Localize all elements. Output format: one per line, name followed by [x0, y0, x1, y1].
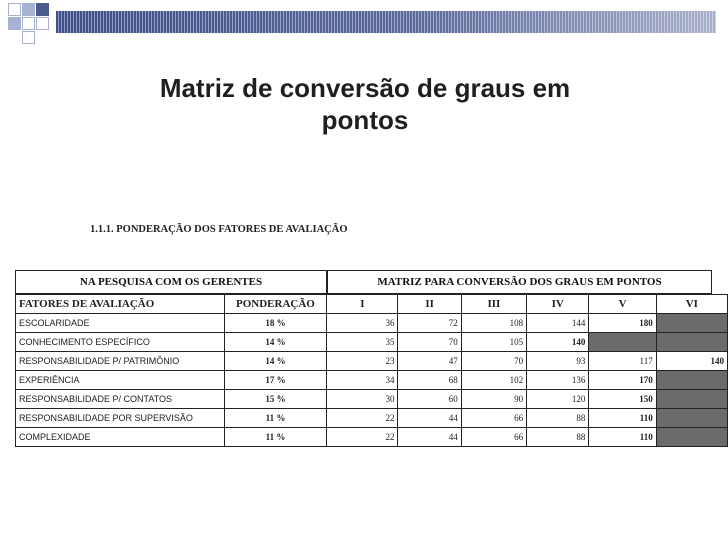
cell-fator: RESPONSABILIDADE P/ CONTATOS: [16, 390, 225, 409]
cell-grau-iii: 90: [461, 390, 526, 409]
cell-grau-v: 110: [589, 409, 656, 428]
col-header-grau-v: V: [589, 295, 656, 314]
decor-square: [8, 3, 21, 16]
cell-grau-vi-shaded: [656, 371, 727, 390]
cell-grau-iv: 93: [527, 352, 589, 371]
table-row: [16, 390, 728, 409]
cell-fator: COMPLEXIDADE: [16, 428, 225, 447]
cell-grau-v: 170: [589, 371, 656, 390]
col-header-grau-iv: IV: [527, 295, 589, 314]
cell-grau-iii: 70: [461, 352, 526, 371]
cell-grau-v: 180: [589, 314, 656, 333]
cell-grau-vi-shaded: [656, 390, 727, 409]
cell-ponderacao: 14 %: [224, 352, 327, 371]
cell-grau-vi-shaded: [656, 333, 727, 352]
cell-grau-ii: 70: [398, 333, 461, 352]
group-header-right: MATRIZ PARA CONVERSÃO DOS GRAUS EM PONTOS: [327, 270, 712, 294]
cell-grau-ii: 72: [398, 314, 461, 333]
cell-grau-iv: 120: [527, 390, 589, 409]
cell-ponderacao: 15 %: [224, 390, 327, 409]
col-header-grau-vi: VI: [656, 295, 727, 314]
decor-square: [8, 17, 21, 30]
table-row: [16, 371, 728, 390]
cell-grau-i: 22: [327, 428, 398, 447]
cell-grau-iii: 66: [461, 409, 526, 428]
table-row: [16, 352, 728, 371]
decor-square: [36, 17, 49, 30]
cell-grau-iv: 88: [527, 409, 589, 428]
cell-grau-iii: 66: [461, 428, 526, 447]
col-header-grau-i: I: [327, 295, 398, 314]
page-title: Matriz de conversão de graus em pontos: [159, 73, 571, 135]
cell-grau-iv: 88: [527, 428, 589, 447]
conversion-table: [15, 294, 728, 447]
cell-grau-i: 36: [327, 314, 398, 333]
cell-grau-v: 150: [589, 390, 656, 409]
cell-grau-i: 34: [327, 371, 398, 390]
col-header-grau-ii: II: [398, 295, 461, 314]
cell-grau-ii: 44: [398, 409, 461, 428]
col-header-grau-iii: III: [461, 295, 526, 314]
decor-square: [36, 3, 49, 16]
cell-ponderacao: 14 %: [224, 333, 327, 352]
cell-grau-vi-shaded: [656, 409, 727, 428]
cell-fator: RESPONSABILIDADE P/ PATRIMÔNIO: [16, 352, 225, 371]
cell-ponderacao: 18 %: [224, 314, 327, 333]
decor-square: [22, 31, 35, 44]
cell-grau-i: 23: [327, 352, 398, 371]
cell-grau-iii: 102: [461, 371, 526, 390]
cell-grau-iv: 136: [527, 371, 589, 390]
col-header-ponderacao: PONDERAÇÃO: [224, 295, 327, 314]
cell-ponderacao: 11 %: [224, 409, 327, 428]
group-header-left: NA PESQUISA COM OS GERENTES: [15, 270, 327, 294]
cell-fator: ESCOLARIDADE: [16, 314, 225, 333]
header-stripe-fade: [56, 11, 716, 33]
cell-grau-vi-shaded: [656, 314, 727, 333]
table-row: [16, 409, 728, 428]
cell-grau-iii: 108: [461, 314, 526, 333]
cell-grau-ii: 68: [398, 371, 461, 390]
cell-grau-ii: 44: [398, 428, 461, 447]
table-row: [16, 428, 728, 447]
col-header-fatores: FATORES DE AVALIAÇÃO: [16, 295, 225, 314]
cell-fator: EXPERIÊNCIA: [16, 371, 225, 390]
cell-grau-vi-shaded: [656, 428, 727, 447]
header-row: [16, 295, 728, 314]
table-row: [16, 333, 728, 352]
cell-grau-ii: 60: [398, 390, 461, 409]
cell-ponderacao: 17 %: [224, 371, 327, 390]
cell-grau-iii: 105: [461, 333, 526, 352]
cell-fator: RESPONSABILIDADE POR SUPERVISÃO: [16, 409, 225, 428]
cell-grau-v: 117: [589, 352, 656, 371]
section-heading: 1.1.1. PONDERAÇÃO DOS FATORES DE AVALIAÇÃO: [90, 224, 348, 235]
cell-grau-i: 22: [327, 409, 398, 428]
cell-grau-iv: 144: [527, 314, 589, 333]
cell-grau-iv: 140: [527, 333, 589, 352]
cell-grau-v: 110: [589, 428, 656, 447]
cell-grau-i: 35: [327, 333, 398, 352]
cell-grau-v-shaded: [589, 333, 656, 352]
decor-square: [22, 17, 35, 30]
cell-grau-vi: 140: [656, 352, 727, 371]
cell-grau-i: 30: [327, 390, 398, 409]
cell-ponderacao: 11 %: [224, 428, 327, 447]
cell-fator: CONHECIMENTO ESPECÍFICO: [16, 333, 225, 352]
decor-square: [22, 3, 35, 16]
table-row: [16, 314, 728, 333]
cell-grau-ii: 47: [398, 352, 461, 371]
